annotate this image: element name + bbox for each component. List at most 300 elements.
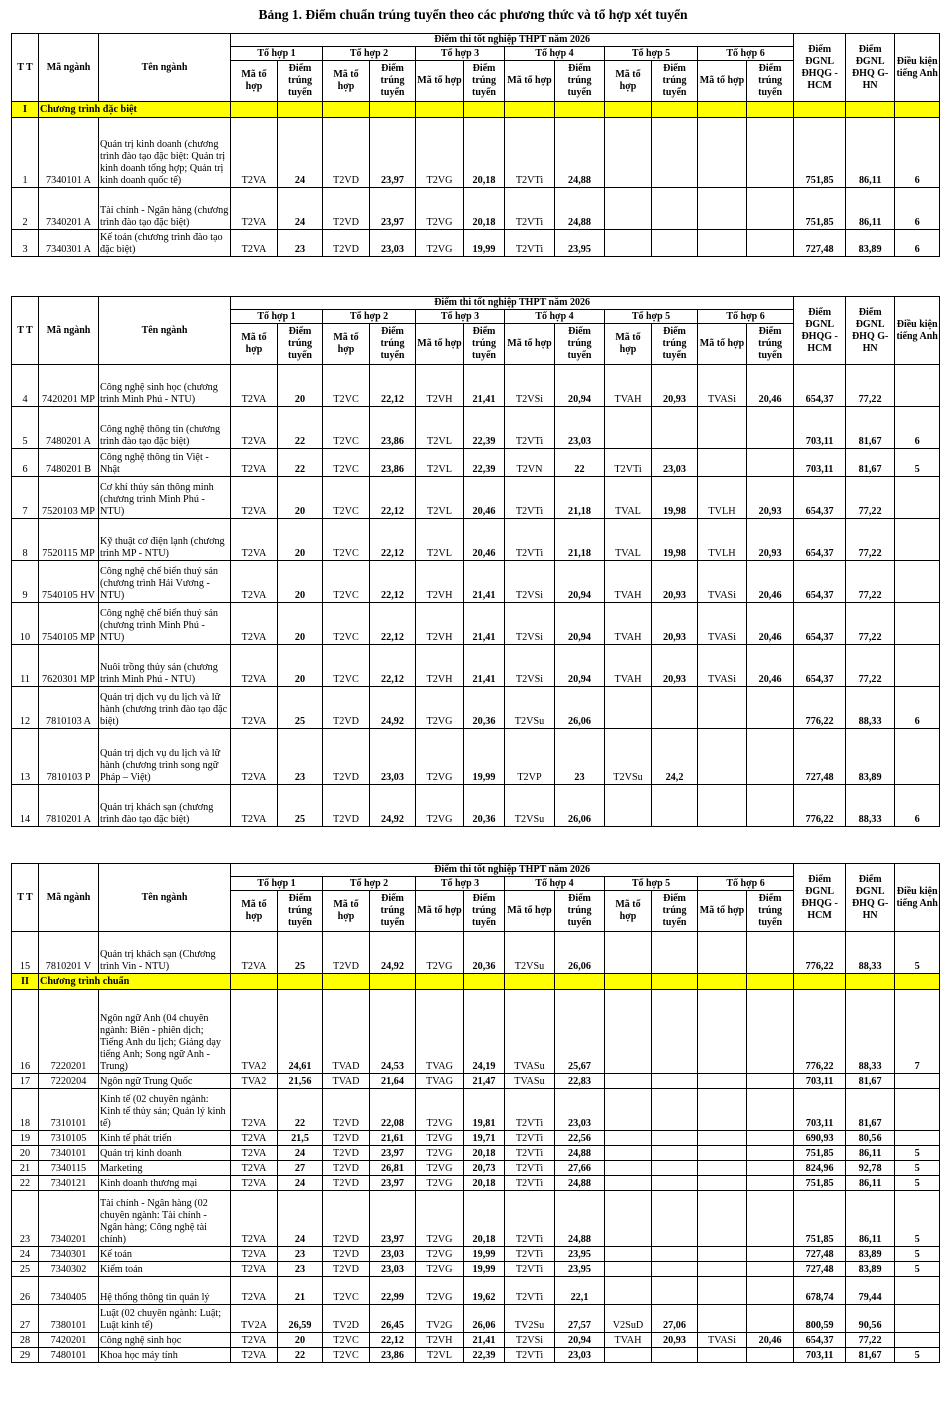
combo-code <box>698 687 747 729</box>
header-tt: T T <box>12 297 39 365</box>
combo-score <box>652 1146 698 1161</box>
combo-score: 23,03 <box>370 1262 416 1277</box>
combo-score <box>747 932 794 974</box>
dgnl-hn-score: 86,11 <box>846 1176 895 1191</box>
dgnl-hcm-score: 751,85 <box>794 1176 846 1191</box>
row-number: 26 <box>12 1277 39 1305</box>
combo-score: 24,92 <box>370 687 416 729</box>
header-ma-to-hop: Mã tổ hợp <box>698 324 747 365</box>
section-title: Chương trình đặc biệt <box>39 102 231 118</box>
major-name: Ngôn ngữ Trung Quốc <box>99 1074 231 1089</box>
combo-score: 23,03 <box>555 1089 605 1131</box>
major-code: 7540105 MP <box>39 603 99 645</box>
english-requirement <box>895 1074 940 1089</box>
combo-score: 21,41 <box>464 365 505 407</box>
combo-score: 24 <box>278 118 323 188</box>
combo-score: 23 <box>555 729 605 785</box>
combo-score: 26,59 <box>278 1305 323 1333</box>
combo-code: T2VG <box>416 1089 464 1131</box>
header-dgnl-hcm: Điểm ĐGNL ĐHQG -HCM <box>794 34 846 102</box>
major-code: 7810201 V <box>39 932 99 974</box>
combo-code: T2VA <box>231 1131 278 1146</box>
combo-score: 22,12 <box>370 477 416 519</box>
dgnl-hn-score: 90,56 <box>846 1305 895 1333</box>
table-row <box>12 729 940 785</box>
combo-code: TVAG <box>416 990 464 1074</box>
header-ma-to-hop: Mã tổ hợp <box>323 324 370 365</box>
header-ma-to-hop: Mã tổ hợp <box>416 891 464 932</box>
combo-score <box>652 230 698 257</box>
english-requirement <box>895 1333 940 1348</box>
combo-score <box>747 118 794 188</box>
combo-score: 26,06 <box>555 785 605 827</box>
english-requirement: 5 <box>895 449 940 477</box>
combo-code: T2VA <box>231 1262 278 1277</box>
combo-code: T2VD <box>323 1161 370 1176</box>
dgnl-hcm-score: 703,11 <box>794 449 846 477</box>
combo-code: T2VC <box>323 1333 370 1348</box>
combo-code: T2VG <box>416 188 464 230</box>
combo-code: T2VD <box>323 1089 370 1131</box>
dgnl-hn-score: 80,56 <box>846 1131 895 1146</box>
major-name: Tài chính - Ngân hàng (chương trình đào tạo đặc biệt) <box>99 188 231 230</box>
combo-score <box>747 729 794 785</box>
combo-code: T2VTi <box>505 407 555 449</box>
combo-score: 21,18 <box>555 477 605 519</box>
combo-code: TVAD <box>323 1074 370 1089</box>
combo-score: 22,56 <box>555 1131 605 1146</box>
combo-code: T2VTi <box>505 519 555 561</box>
combo-code: T2VL <box>416 407 464 449</box>
combo-score <box>747 1089 794 1131</box>
section-cell <box>464 974 505 990</box>
combo-score <box>747 990 794 1074</box>
section-number: II <box>12 974 39 990</box>
dgnl-hn-score: 83,89 <box>846 230 895 257</box>
combo-code <box>698 1305 747 1333</box>
combo-score: 23,03 <box>652 449 698 477</box>
combo-code: T2VC <box>323 519 370 561</box>
section-cell <box>895 974 940 990</box>
dgnl-hn-score: 77,22 <box>846 645 895 687</box>
header-to-hop: Tổ hợp 2 <box>323 47 416 61</box>
combo-score: 20,46 <box>464 477 505 519</box>
combo-score: 26,06 <box>555 687 605 729</box>
combo-code: T2VSu <box>505 687 555 729</box>
combo-score: 21,61 <box>370 1131 416 1146</box>
dgnl-hcm-score: 776,22 <box>794 932 846 974</box>
combo-score: 19,99 <box>464 1247 505 1262</box>
header-dgnl-hcm: Điểm ĐGNL ĐHQG -HCM <box>794 864 846 932</box>
header-diem-trung-tuyen: Điểm trúng tuyển <box>555 891 605 932</box>
header-to-hop: Tổ hợp 1 <box>231 877 323 891</box>
dgnl-hcm-score: 751,85 <box>794 188 846 230</box>
table-row <box>12 449 940 477</box>
combo-code: T2VA <box>231 230 278 257</box>
combo-code: T2VSi <box>505 603 555 645</box>
combo-code: T2VD <box>323 1247 370 1262</box>
header-ma-to-hop: Mã tổ hợp <box>323 891 370 932</box>
combo-score: 23,97 <box>370 1176 416 1191</box>
section-cell <box>370 102 416 118</box>
combo-code: T2VG <box>416 1191 464 1247</box>
header-ma-to-hop: Mã tổ hợp <box>416 61 464 102</box>
dgnl-hcm-score: 824,96 <box>794 1161 846 1176</box>
header-diem-trung-tuyen: Điểm trúng tuyển <box>370 61 416 102</box>
major-code: 7340121 <box>39 1176 99 1191</box>
combo-score <box>652 118 698 188</box>
section-cell <box>416 102 464 118</box>
header-row <box>12 864 940 877</box>
major-name: Luật (02 chuyên ngành: Luật; Luật kinh tế) <box>99 1305 231 1333</box>
header-thpt-group: Điểm thi tốt nghiệp THPT năm 2026 <box>231 297 794 310</box>
combo-code <box>698 118 747 188</box>
header-ma-to-hop: Mã tổ hợp <box>605 61 652 102</box>
combo-code: TVASu <box>505 1074 555 1089</box>
header-to-hop: Tổ hợp 4 <box>505 47 605 61</box>
english-requirement: 5 <box>895 932 940 974</box>
combo-code <box>698 1146 747 1161</box>
combo-code: T2VL <box>416 519 464 561</box>
combo-code: T2VD <box>323 1146 370 1161</box>
combo-score <box>747 1074 794 1089</box>
combo-score: 23,86 <box>370 1348 416 1363</box>
combo-score <box>652 1131 698 1146</box>
combo-score: 22 <box>278 407 323 449</box>
combo-score <box>652 1089 698 1131</box>
combo-code: T2VA <box>231 1161 278 1176</box>
header-tt: T T <box>12 34 39 102</box>
dgnl-hcm-score: 751,85 <box>794 1191 846 1247</box>
combo-score: 24 <box>278 188 323 230</box>
combo-score: 22 <box>278 1089 323 1131</box>
combo-score <box>652 990 698 1074</box>
combo-score: 24,88 <box>555 118 605 188</box>
combo-code: T2VA <box>231 1146 278 1161</box>
combo-score: 25,67 <box>555 990 605 1074</box>
combo-code: T2VA <box>231 1277 278 1305</box>
major-code: 7340405 <box>39 1277 99 1305</box>
header-to-hop: Tổ hợp 6 <box>698 310 794 324</box>
dgnl-hn-score: 77,22 <box>846 561 895 603</box>
section-cell <box>323 974 370 990</box>
combo-code: T2VC <box>323 1348 370 1363</box>
combo-code: TVAH <box>605 603 652 645</box>
major-code: 7340101 A <box>39 118 99 188</box>
header-ma-to-hop: Mã tổ hợp <box>505 891 555 932</box>
combo-score: 21,64 <box>370 1074 416 1089</box>
combo-code: T2VA <box>231 365 278 407</box>
combo-code: T2VTi <box>505 477 555 519</box>
combo-code: TVASi <box>698 603 747 645</box>
combo-code: T2VA <box>231 785 278 827</box>
combo-code: T2VA <box>231 932 278 974</box>
combo-code: T2VG <box>416 230 464 257</box>
section-row <box>12 102 940 118</box>
major-code: 7520115 MP <box>39 519 99 561</box>
combo-code: TVAH <box>605 561 652 603</box>
header-ma-nganh: Mã ngành <box>39 297 99 365</box>
combo-code: T2VA <box>231 603 278 645</box>
combo-code <box>605 785 652 827</box>
table-row <box>12 1161 940 1176</box>
header-to-hop: Tổ hợp 5 <box>605 310 698 324</box>
dgnl-hcm-score: 703,11 <box>794 1074 846 1089</box>
combo-code <box>698 1074 747 1089</box>
major-name: Khoa học máy tính <box>99 1348 231 1363</box>
combo-code: T2VTi <box>505 1277 555 1305</box>
header-dgnl-hn: Điểm ĐGNL ĐHQ G-HN <box>846 864 895 932</box>
section-cell <box>794 974 846 990</box>
table-row <box>12 1146 940 1161</box>
combo-score: 20,93 <box>652 561 698 603</box>
combo-score: 23,03 <box>370 1247 416 1262</box>
combo-score: 20,36 <box>464 785 505 827</box>
combo-score: 20,46 <box>747 645 794 687</box>
combo-score: 20,36 <box>464 687 505 729</box>
combo-code <box>698 1262 747 1277</box>
combo-code <box>698 1348 747 1363</box>
combo-score: 20,36 <box>464 932 505 974</box>
combo-code: TVASi <box>698 561 747 603</box>
combo-code: T2VC <box>323 603 370 645</box>
header-dgnl-hn: Điểm ĐGNL ĐHQ G-HN <box>846 297 895 365</box>
combo-score <box>747 188 794 230</box>
combo-score <box>652 188 698 230</box>
row-number: 8 <box>12 519 39 561</box>
combo-code <box>698 932 747 974</box>
section-cell <box>370 974 416 990</box>
section-cell <box>846 974 895 990</box>
combo-code: T2VTi <box>505 1146 555 1161</box>
combo-code: T2VD <box>323 118 370 188</box>
major-name: Kinh doanh thương mại <box>99 1176 231 1191</box>
header-to-hop: Tổ hợp 1 <box>231 310 323 324</box>
header-ten-nganh: Tên ngành <box>99 864 231 932</box>
section-number: I <box>12 102 39 118</box>
header-dgnl-hcm: Điểm ĐGNL ĐHQG -HCM <box>794 297 846 365</box>
combo-code: T2VA <box>231 188 278 230</box>
major-code: 7540105 HV <box>39 561 99 603</box>
combo-score: 19,98 <box>652 477 698 519</box>
section-cell <box>505 974 555 990</box>
combo-score: 22,39 <box>464 1348 505 1363</box>
combo-code: T2VTi <box>505 1191 555 1247</box>
dgnl-hcm-score: 703,11 <box>794 407 846 449</box>
combo-code: T2VTi <box>505 230 555 257</box>
combo-score: 21 <box>278 1277 323 1305</box>
major-code: 7420201 <box>39 1333 99 1348</box>
header-diem-trung-tuyen: Điểm trúng tuyển <box>747 324 794 365</box>
combo-score: 20 <box>278 477 323 519</box>
combo-score: 24,53 <box>370 990 416 1074</box>
header-to-hop: Tổ hợp 2 <box>323 877 416 891</box>
table-row <box>12 1247 940 1262</box>
combo-code: TVLH <box>698 477 747 519</box>
combo-code <box>605 687 652 729</box>
major-code: 7380101 <box>39 1305 99 1333</box>
combo-code <box>605 1131 652 1146</box>
combo-score <box>747 785 794 827</box>
combo-score <box>747 1247 794 1262</box>
combo-code: T2VSi <box>505 1333 555 1348</box>
combo-code: TVASi <box>698 645 747 687</box>
combo-score: 24,61 <box>278 990 323 1074</box>
header-ma-to-hop: Mã tổ hợp <box>605 324 652 365</box>
major-code: 7220204 <box>39 1074 99 1089</box>
major-name: Kế toán (chương trình đào tạo đặc biệt) <box>99 230 231 257</box>
header-to-hop: Tổ hợp 1 <box>231 47 323 61</box>
row-number: 20 <box>12 1146 39 1161</box>
combo-code: T2VTi <box>505 1161 555 1176</box>
combo-score <box>747 1191 794 1247</box>
major-code: 7480101 <box>39 1348 99 1363</box>
major-name: Quản trị khách sạn (Chương trình Vin - NTU) <box>99 932 231 974</box>
combo-score: 19,99 <box>464 729 505 785</box>
combo-code: T2VA <box>231 1089 278 1131</box>
combo-score <box>652 1348 698 1363</box>
row-number: 3 <box>12 230 39 257</box>
dgnl-hcm-score: 727,48 <box>794 1247 846 1262</box>
combo-score: 21,18 <box>555 519 605 561</box>
combo-score: 24 <box>278 1176 323 1191</box>
combo-score: 21,41 <box>464 561 505 603</box>
dgnl-hcm-score: 776,22 <box>794 785 846 827</box>
header-to-hop: Tổ hợp 2 <box>323 310 416 324</box>
header-dieu-kien: Điều kiện tiếng Anh <box>895 34 940 102</box>
combo-code: T2VG <box>416 1131 464 1146</box>
combo-code: T2VD <box>323 1131 370 1146</box>
table-row <box>12 785 940 827</box>
table-row <box>12 365 940 407</box>
combo-score <box>652 932 698 974</box>
combo-score: 20,18 <box>464 118 505 188</box>
combo-score: 21,41 <box>464 645 505 687</box>
combo-code: T2VH <box>416 561 464 603</box>
combo-score <box>747 1277 794 1305</box>
combo-score <box>652 1277 698 1305</box>
dgnl-hn-score: 86,11 <box>846 1146 895 1161</box>
combo-score: 27,66 <box>555 1161 605 1176</box>
combo-score: 20,46 <box>464 519 505 561</box>
header-row <box>12 34 940 47</box>
combo-code: T2VTi <box>505 1089 555 1131</box>
combo-code: T2VH <box>416 603 464 645</box>
section-cell <box>652 102 698 118</box>
combo-code: TVLH <box>698 519 747 561</box>
row-number: 29 <box>12 1348 39 1363</box>
row-number: 14 <box>12 785 39 827</box>
combo-score: 27,06 <box>652 1305 698 1333</box>
combo-code <box>698 990 747 1074</box>
combo-code: T2VG <box>416 1277 464 1305</box>
row-number: 17 <box>12 1074 39 1089</box>
combo-code: T2VG <box>416 1146 464 1161</box>
row-number: 6 <box>12 449 39 477</box>
header-to-hop: Tổ hợp 6 <box>698 877 794 891</box>
table-row <box>12 519 940 561</box>
section-cell <box>416 974 464 990</box>
header-to-hop: Tổ hợp 4 <box>505 310 605 324</box>
header-ma-to-hop: Mã tổ hợp <box>231 61 278 102</box>
combo-score: 22,12 <box>370 365 416 407</box>
major-code: 7310105 <box>39 1131 99 1146</box>
combo-code: TV2A <box>231 1305 278 1333</box>
combo-code: T2VH <box>416 1333 464 1348</box>
header-ma-to-hop: Mã tổ hợp <box>505 324 555 365</box>
combo-score <box>747 230 794 257</box>
combo-code <box>605 1146 652 1161</box>
row-number: 11 <box>12 645 39 687</box>
combo-code: TVASi <box>698 365 747 407</box>
table-row <box>12 407 940 449</box>
combo-score <box>652 1176 698 1191</box>
combo-score: 20,46 <box>747 365 794 407</box>
combo-code: TVAH <box>605 365 652 407</box>
combo-score <box>652 1161 698 1176</box>
combo-score: 20,18 <box>464 1191 505 1247</box>
combo-code: T2VA <box>231 561 278 603</box>
dgnl-hn-score: 77,22 <box>846 603 895 645</box>
major-code: 7810103 A <box>39 687 99 729</box>
header-ma-to-hop: Mã tổ hợp <box>698 891 747 932</box>
header-thpt-group: Điểm thi tốt nghiệp THPT năm 2026 <box>231 864 794 877</box>
combo-score: 23,95 <box>555 1247 605 1262</box>
english-requirement: 6 <box>895 230 940 257</box>
row-number: 4 <box>12 365 39 407</box>
major-name: Quản trị dịch vụ du lịch và lữ hành (chương trình đào tạo đặc biệt) <box>99 687 231 729</box>
combo-score: 20,94 <box>555 561 605 603</box>
combo-score: 24,19 <box>464 990 505 1074</box>
major-code: 7480201 A <box>39 407 99 449</box>
combo-score <box>747 449 794 477</box>
major-code: 7340115 <box>39 1161 99 1176</box>
combo-score: 20 <box>278 1333 323 1348</box>
header-ten-nganh: Tên ngành <box>99 297 231 365</box>
combo-score: 20 <box>278 603 323 645</box>
combo-score: 20,93 <box>747 477 794 519</box>
combo-score: 19,62 <box>464 1277 505 1305</box>
combo-code <box>605 1262 652 1277</box>
row-number: 25 <box>12 1262 39 1277</box>
english-requirement: 6 <box>895 687 940 729</box>
combo-score: 20,18 <box>464 1146 505 1161</box>
combo-score: 24 <box>278 1146 323 1161</box>
dgnl-hn-score: 81,67 <box>846 1089 895 1131</box>
english-requirement <box>895 645 940 687</box>
combo-score: 23,97 <box>370 118 416 188</box>
table-row <box>12 118 940 188</box>
row-number: 19 <box>12 1131 39 1146</box>
section-cell <box>464 102 505 118</box>
section-cell <box>747 974 794 990</box>
combo-code: T2VG <box>416 1247 464 1262</box>
combo-code <box>605 230 652 257</box>
major-code: 7620301 MP <box>39 645 99 687</box>
header-diem-trung-tuyen: Điểm trúng tuyển <box>370 324 416 365</box>
combo-score <box>747 1131 794 1146</box>
combo-code: TVAL <box>605 477 652 519</box>
combo-score: 19,99 <box>464 230 505 257</box>
combo-score: 23,95 <box>555 1262 605 1277</box>
dgnl-hcm-score: 654,37 <box>794 1333 846 1348</box>
english-requirement <box>895 729 940 785</box>
table-row <box>12 687 940 729</box>
combo-code: T2VTi <box>505 188 555 230</box>
english-requirement: 5 <box>895 1348 940 1363</box>
combo-score: 19,71 <box>464 1131 505 1146</box>
combo-code <box>605 1074 652 1089</box>
